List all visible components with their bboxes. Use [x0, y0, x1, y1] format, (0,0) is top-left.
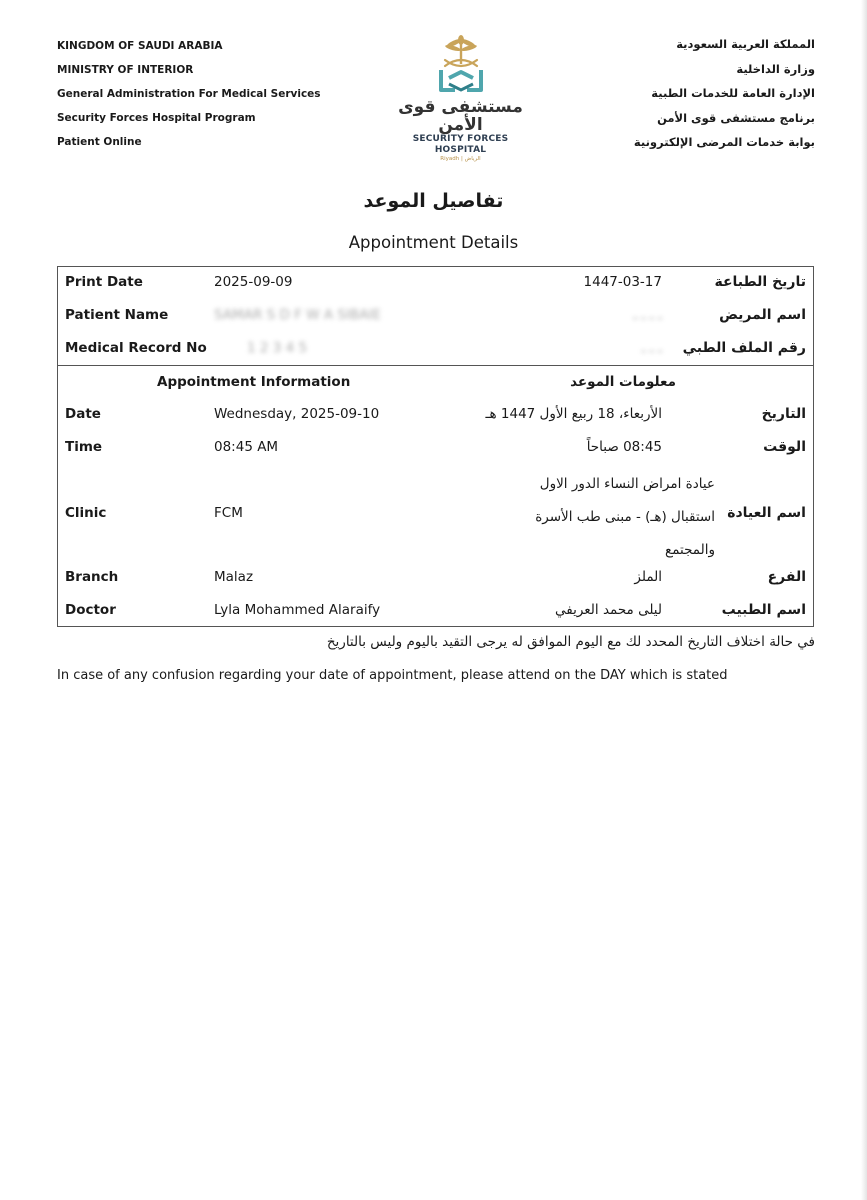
appointment-branch-row	[57, 569, 814, 599]
header-right-line: بوابة خدمات المرضى الإلكترونية	[633, 135, 815, 149]
appointment-info-title: Appointment Information	[157, 374, 351, 390]
doctor-label: Doctor	[65, 602, 116, 618]
header-right-line: برنامج مستشفى قوى الأمن	[657, 110, 815, 125]
logo-name-english: SECURITY FORCES HOSPITAL	[412, 134, 509, 155]
header-right	[515, 32, 815, 155]
clinic-label-arabic: اسم العيادة	[727, 505, 806, 521]
patient-name-label: Patient Name	[65, 307, 169, 323]
logo-name-arabic: مستشفى قوى الأمن	[398, 97, 523, 135]
appointment-time-row	[57, 439, 814, 469]
doctor-value: Lyla Mohammed Alaraify	[214, 602, 381, 618]
time-value-arabic: 08:45 صباحاً	[586, 439, 662, 455]
clinic-value-arabic	[495, 468, 715, 567]
clinic-arabic-line: والمجتمع	[665, 542, 715, 558]
print-date-label-arabic: تاريخ الطباعة	[714, 274, 806, 290]
header-right-line: وزارة الداخلية	[736, 61, 815, 76]
note-arabic: في حالة اختلاف التاريخ المحدد لك مع اليوم الموافق له يرجى التقيد باليوم وليس بالتاريخ	[326, 634, 815, 650]
medical-record-label-arabic: رقم الملف الطبي	[682, 340, 806, 356]
print-date-hijri: 1447-03-17	[583, 274, 662, 290]
branch-label: Branch	[65, 569, 119, 585]
header-left-line: General Administration For Medical Services	[57, 88, 321, 100]
patient-name-value-redacted: SAMAR S D F W A SIBAIE	[214, 307, 381, 323]
page-title: Appointment Details	[348, 233, 519, 252]
medical-record-label: Medical Record No	[65, 340, 207, 356]
header-left-line: MINISTRY OF INTERIOR	[57, 64, 194, 76]
date-value-arabic: الأربعاء، 18 ربيع الأول 1447 هـ	[485, 406, 662, 422]
header-right-line: الإدارة العامة للخدمات الطبية	[651, 86, 815, 100]
print-date-value: 2025-09-09	[214, 274, 293, 290]
header-left-line: KINGDOM OF SAUDI ARABIA	[57, 40, 223, 52]
clinic-value: FCM	[214, 505, 243, 521]
note-english: In case of any confusion regarding your date of appointment, please attend on the DAY which is stated	[57, 668, 728, 683]
patient-name-arabic-redacted: ـ ـ ـ ـ	[633, 307, 662, 323]
branch-value-arabic: الملز	[634, 569, 662, 585]
palm-emblem-icon	[415, 34, 507, 96]
patient-name-label-arabic: اسم المريض	[719, 307, 806, 323]
clinic-arabic-line: عيادة امراض النساء الدور الاول	[539, 476, 715, 492]
hospital-logo	[388, 34, 533, 162]
branch-value: Malaz	[214, 569, 254, 585]
branch-label-arabic: الفرع	[767, 569, 806, 585]
time-value: 08:45 AM	[214, 439, 279, 455]
header-right-line: المملكة العربية السعودية	[676, 37, 815, 51]
header-left	[57, 34, 357, 154]
date-value: Wednesday, 2025-09-10	[214, 406, 380, 422]
date-label-arabic: التاريخ	[761, 406, 806, 422]
logo-city: Riyadh | الرياض	[440, 156, 481, 162]
print-date-row	[57, 274, 814, 304]
doctor-value-arabic: ليلى محمد العريفي	[555, 602, 662, 618]
appointment-doctor-row	[57, 602, 814, 632]
time-label: Time	[65, 439, 103, 455]
patient-name-row	[57, 307, 814, 337]
medical-record-row	[57, 340, 814, 370]
clinic-label: Clinic	[65, 505, 107, 521]
print-date-label: Print Date	[65, 274, 143, 290]
medical-record-value-redacted: 1 2 3 4 5	[247, 340, 308, 356]
appointment-info-title-arabic: معلومات الموعد	[570, 374, 676, 390]
appointment-info-header	[57, 374, 814, 404]
page-title-arabic: تفاصيل الموعد	[363, 190, 504, 212]
date-label: Date	[65, 406, 101, 422]
appointment-date-row	[57, 406, 814, 436]
header-left-line: Patient Online	[57, 136, 142, 148]
medical-record-arabic-redacted: ـ ـ ـ	[641, 340, 662, 356]
page-edge-shadow	[861, 0, 867, 1200]
doctor-label-arabic: اسم الطبيب	[721, 602, 806, 618]
time-label-arabic: الوقت	[763, 439, 806, 455]
header-left-line: Security Forces Hospital Program	[57, 112, 256, 124]
clinic-arabic-line: استقبال (هـ) - مبنى طب الأسرة	[535, 509, 715, 525]
